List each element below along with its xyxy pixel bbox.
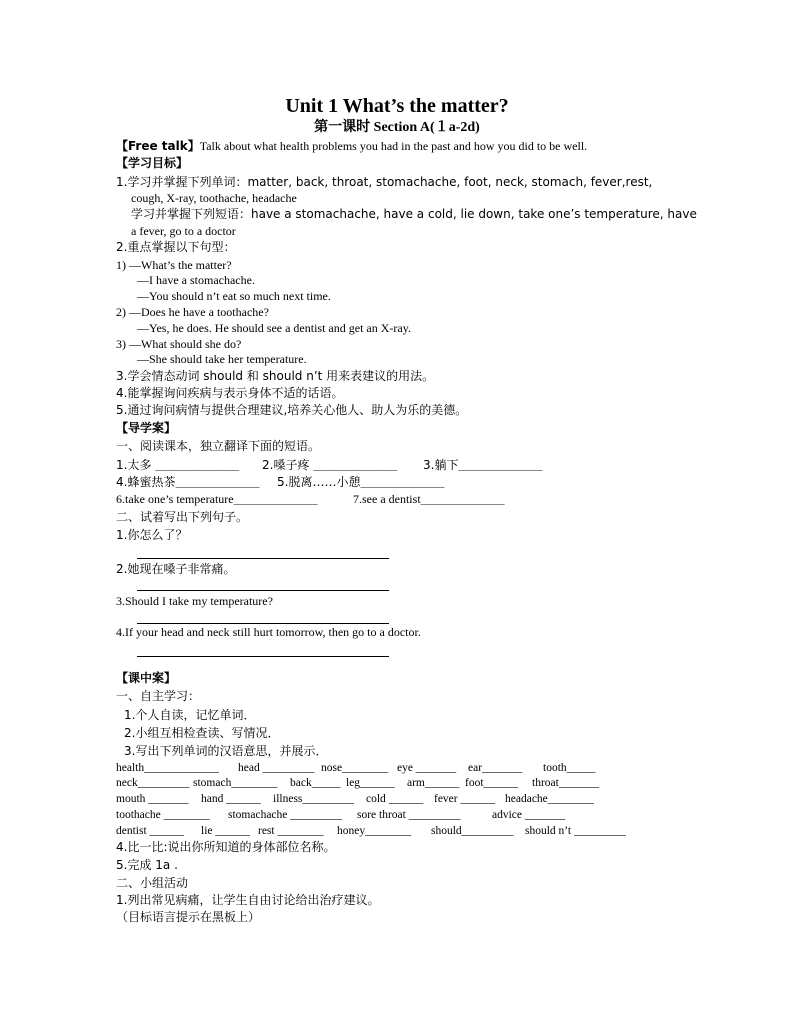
inclass-step-1: 1.个人自读，记忆单词． — [124, 708, 256, 722]
word-blank: should_________ — [431, 825, 514, 837]
guide-heading: 【导学案】 — [116, 421, 177, 435]
goal-2: 2.重点掌握以下句型： — [116, 240, 236, 254]
free-talk-line — [116, 139, 587, 154]
sentence-3-question: 3) —What should she do? — [116, 337, 242, 351]
answer-line-4 — [137, 656, 389, 657]
inclass-part-1: 一、自主学习： — [116, 689, 201, 703]
answer-line-1 — [137, 558, 389, 559]
answer-line-2 — [137, 590, 389, 591]
inclass-step-3: 3.写出下列单词的汉语意思，并展示． — [124, 744, 328, 758]
guide-part-2: 二、试着写出下列句子。 — [116, 510, 249, 524]
question-2: 2.她现在嗓子非常痛。 — [116, 562, 236, 576]
word-blank: back_____ — [290, 777, 341, 789]
group-activity-1: 1.列出常见病痛，让学生自由讨论给出治疗建议。 — [116, 893, 380, 907]
word-blank: eye _______ — [397, 762, 457, 774]
inclass-heading: 【课中案】 — [116, 671, 177, 685]
goal-5: 5.通过询问病情与提供合理建议,培养关心他人、助人为乐的美德。 — [116, 403, 468, 417]
word-blank: illness_________ — [273, 793, 355, 805]
word-blank: should n’t _________ — [525, 825, 626, 837]
word-blank: lie ______ — [201, 825, 250, 837]
word-blank: head _________ — [238, 762, 315, 774]
word-blank: toothache ________ — [116, 809, 210, 821]
word-blank: leg______ — [346, 777, 395, 789]
word-blank: headache________ — [505, 793, 594, 805]
sentence-1-advice: —You should n’t eat so much next time. — [137, 289, 331, 303]
sentence-1-answer: —I have a stomachache. — [137, 273, 255, 287]
inclass-part-2: 二、小组活动 — [116, 876, 189, 890]
word-blank: health_____________ — [116, 762, 219, 774]
phrase-4: 4.蜂蜜热茶＿＿＿＿＿＿＿ — [116, 475, 260, 489]
phrase-7: 7.see a dentist＿＿＿＿＿＿＿ — [353, 492, 505, 506]
word-blank: mouth _______ — [116, 793, 189, 805]
goal-1-words: 1.学习并掌握下列单词：matter, back, throat, stomachache, foot, neck, stomach, fever,rest, — [116, 175, 653, 189]
word-blank: cold ______ — [366, 793, 424, 805]
word-blank: honey________ — [337, 825, 412, 837]
page-title: Unit 1 What’s the matter? — [285, 95, 509, 117]
word-blank: sore throat _________ — [357, 809, 461, 821]
goal-1-phrases: 学习并掌握下列短语：have a stomachache, have a cold, lie down, take one’s temperature, have — [131, 207, 697, 221]
question-1: 1.你怎么了？ — [116, 528, 188, 542]
word-blank: ear_______ — [468, 762, 523, 774]
group-activity-note: （目标语言提示在黑板上） — [116, 910, 261, 924]
word-blank: fever ______ — [434, 793, 495, 805]
word-blank: stomach________ — [193, 777, 278, 789]
word-blank: neck_________ — [116, 777, 190, 789]
inclass-step-4: 4.比一比:说出你所知道的身体部位名称。 — [116, 840, 336, 854]
inclass-step-5: 5.完成 1a . — [116, 858, 178, 872]
sentence-1-question: 1) —What’s the matter? — [116, 258, 232, 272]
sentence-2-question: 2) —Does he have a toothache? — [116, 305, 269, 319]
word-blank: advice _______ — [492, 809, 566, 821]
question-4: 4.If your head and neck still hurt tomorrow, then go to a doctor. — [116, 625, 421, 639]
goal-4: 4.能掌握询问疾病与表示身体不适的话语。 — [116, 386, 344, 400]
sentence-2-answer: —Yes, he does. He should see a dentist and get an X-ray. — [137, 321, 411, 335]
word-blank: hand ______ — [201, 793, 261, 805]
word-blank: rest ________ — [258, 825, 324, 837]
goal-1-words-cont: cough, X-ray, toothache, headache — [131, 191, 297, 205]
phrase-5: 5.脱离……小憩＿＿＿＿＿＿＿ — [277, 475, 445, 489]
word-blank: dentist ______ — [116, 825, 185, 837]
free-talk-text: Talk about what health problems you had in the past and how you did to be well. — [199, 139, 588, 153]
free-talk-label: 【Free talk】 — [116, 139, 200, 153]
word-blank: stomachache _________ — [228, 809, 343, 821]
word-blank: throat_______ — [532, 777, 600, 789]
word-blank: tooth_____ — [543, 762, 596, 774]
phrase-1: 1.太多 ＿＿＿＿＿＿＿ — [116, 458, 240, 472]
inclass-step-2: 2.小组互相检查读、写情况． — [124, 726, 280, 740]
word-blank: nose________ — [321, 762, 389, 774]
goal-3: 3.学会情态动词 should 和 should n’t 用来表建议的用法。 — [116, 369, 435, 383]
page-subtitle: 第一课时 Section A(１a-2d) — [314, 120, 480, 135]
phrase-3: 3.躺下＿＿＿＿＿＿＿ — [423, 458, 543, 472]
phrase-2: 2.嗓子疼 ＿＿＿＿＿＿＿ — [262, 458, 398, 472]
answer-line-3 — [137, 623, 389, 624]
word-blank: arm______ — [407, 777, 460, 789]
phrase-6: 6.take one’s temperature＿＿＿＿＿＿＿ — [116, 492, 318, 506]
goals-heading: 【学习目标】 — [116, 156, 189, 170]
word-blank: foot______ — [465, 777, 519, 789]
guide-part-1: 一、阅读课本，独立翻译下面的短语。 — [116, 439, 321, 453]
sentence-3-answer: —She should take her temperature. — [137, 352, 307, 366]
question-3: 3.Should I take my temperature? — [116, 594, 273, 608]
goal-1-phrases-cont: a fever, go to a doctor — [131, 224, 236, 238]
